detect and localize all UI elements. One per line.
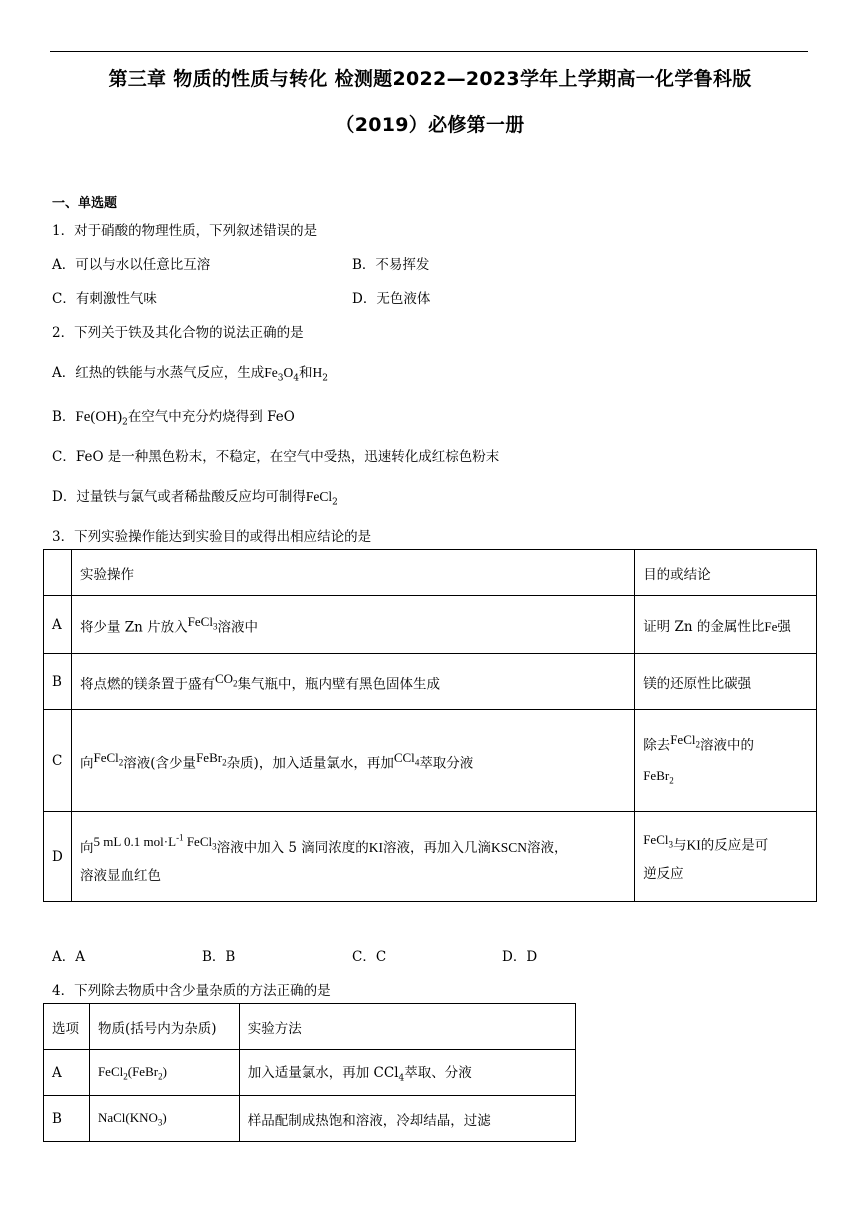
- question-1-option-d: D．无色液体: [352, 291, 431, 307]
- conclusion-cell: $^{FeCl_3}$与KI的反应是可 逆反应: [635, 812, 817, 902]
- operation-cell: 向$^{5 mL 0.1 mol\cdot L^{-1} FeCl_3}$溶液中加入 5 滴同浓度的KI溶液，再加入几滴KSCN溶液， 溶液显血红色: [71, 812, 634, 902]
- table-row: [44, 710, 817, 812]
- operation-cell: 将点燃的镁条置于盛有$^{CO_2}$集气瓶中，瓶内壁有黑色固体生成: [71, 654, 634, 710]
- question-1-option-a: A．可以与水以任意比互溶: [52, 257, 211, 273]
- conclusion-cell: 镁的还原性比碳强: [635, 654, 817, 710]
- operation-cell: 向$^{FeCl_2}$溶液(含少量$^{FeBr_2}$杂质)，加入适量氯水，再加$^{CCl_4}$萃取分液: [71, 710, 634, 812]
- row-label: A: [44, 596, 72, 654]
- page-title-line-1: 第三章 物质的性质与转化 检测题2022—2023学年上学期高一化学鲁科版: [108, 68, 752, 90]
- question-3-answer-c: C．C: [352, 949, 387, 965]
- row-label: D: [44, 812, 72, 902]
- header-cell-operation: 实验操作: [71, 550, 634, 596]
- table-row: [44, 1050, 576, 1096]
- row-label: C: [44, 710, 72, 812]
- question-2-option-c: C．FeO 是一种黑色粉末，不稳定，在空气中受热，迅速转化成红棕色粉末: [52, 449, 500, 465]
- question-4-table: [43, 1003, 576, 1142]
- question-3-answer-d: D．D: [502, 949, 538, 965]
- table-row: [44, 654, 817, 710]
- header-cell-conclusion: 目的或结论: [635, 550, 817, 596]
- method-cell: 加入适量氯水，再加 CCl$_4$萃取、分液: [239, 1050, 575, 1096]
- header-cell-option: 选项: [44, 1004, 90, 1050]
- table-header-row: [44, 1004, 576, 1050]
- question-1-stem: 1．对于硝酸的物理性质，下列叙述错误的是: [52, 223, 318, 239]
- operation-cell: 将少量 Zn 片放入$^{FeCl_3}$溶液中: [71, 596, 634, 654]
- conclusion-cell: 证明 Zn 的金属性比Fe强: [635, 596, 817, 654]
- question-4-stem: 4．下列除去物质中含少量杂质的方法正确的是: [52, 983, 331, 999]
- option-cell: B: [44, 1096, 90, 1142]
- question-2-option-d: D．过量铁与氯气或者稀盐酸反应均可制得FeCl$_2$: [52, 489, 338, 508]
- section-heading: 一、单选题: [52, 196, 118, 211]
- option-cell: A: [44, 1050, 90, 1096]
- substance-cell: FeCl$_2$(FeBr$_2$): [89, 1050, 239, 1096]
- question-3-answer-a: A．A: [52, 949, 85, 965]
- table-row: [44, 596, 817, 654]
- row-label: B: [44, 654, 72, 710]
- question-3-table: [43, 549, 817, 902]
- header-cell-substance: 物质(括号内为杂质): [89, 1004, 239, 1050]
- header-rule: [50, 51, 808, 52]
- question-3-answer-b: B．B: [202, 949, 236, 965]
- question-1-option-b: B．不易挥发: [352, 257, 430, 273]
- question-2-stem: 2．下列关于铁及其化合物的说法正确的是: [52, 325, 304, 341]
- question-2-option-a: A．红热的铁能与水蒸气反应，生成$Fe_3O_4$和$H_2$: [52, 365, 328, 384]
- question-3-stem: 3．下列实验操作能达到实验目的或得出相应结论的是: [52, 529, 372, 545]
- conclusion-cell: 除去$^{FeCl_2}$溶液中的 FeBr$_2$: [635, 710, 817, 812]
- table-row: [44, 1096, 576, 1142]
- header-cell-blank: [44, 550, 72, 596]
- page-title-line-2: （2019）必修第一册: [335, 114, 525, 136]
- table-header-row: [44, 550, 817, 596]
- substance-cell: $NaCl(KNO_3)$: [89, 1096, 239, 1142]
- question-1-option-c: C．有刺激性气味: [52, 291, 157, 307]
- header-cell-method: 实验方法: [239, 1004, 575, 1050]
- table-row: [44, 812, 817, 902]
- method-cell: 样品配制成热饱和溶液，冷却结晶，过滤: [239, 1096, 575, 1142]
- question-2-option-b: B．$Fe(OH)_2$在空气中充分灼烧得到 FeO: [52, 409, 295, 428]
